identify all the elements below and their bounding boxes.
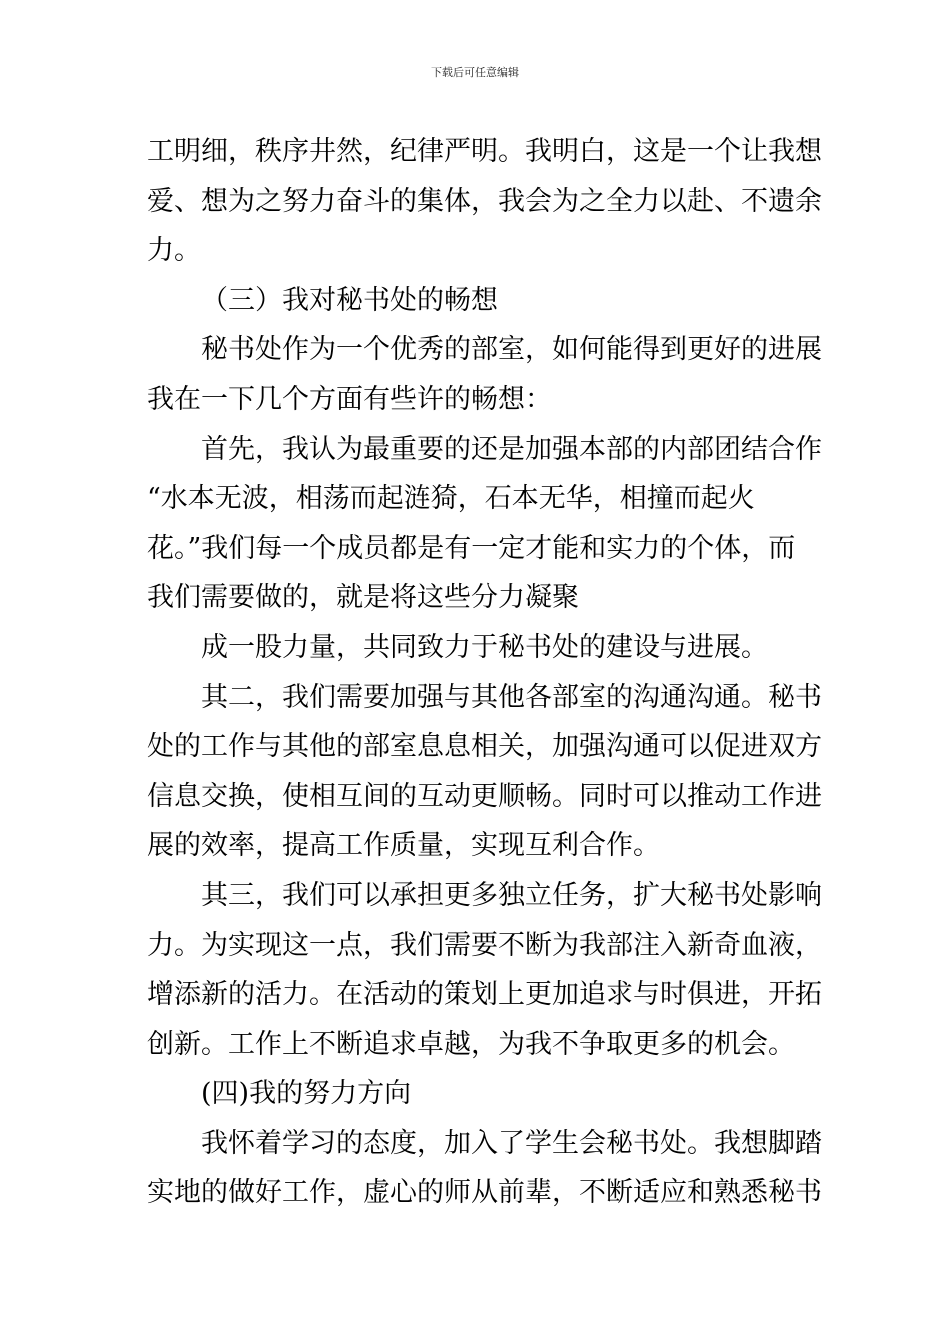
text-line: 增添新的活力。在活动的策划上更加追求与时俱进，开拓 — [147, 979, 822, 1011]
text-line: 信息交换，使相互间的互动更顺畅。同时可以推动工作进 — [147, 780, 822, 812]
page-header: 下载后可任意编辑 — [431, 66, 519, 79]
text-line: 我们需要做的，就是将这些分力凝聚 — [147, 582, 579, 614]
text-line: 花。”我们每一个成员都是有一定才能和实力的个体，而 — [147, 532, 796, 564]
text-line: 工明细，秩序井然，纪律严明。我明白，这是一个让我想 — [147, 136, 822, 167]
paragraph-start-line: 其三，我们可以承担更多独立任务，扩大秘书处影响 — [201, 879, 822, 911]
text-line: 处的工作与其他的部室息息相关，加强沟通可以促进双方 — [147, 731, 822, 763]
text-line: 展的效率，提高工作质量，实现互利合作。 — [147, 830, 660, 862]
text-line: 力。为实现这一点，我们需要不断为我部注入新奇血液， — [147, 929, 822, 961]
text-line: 我在一下几个方面有些许的畅想： — [147, 383, 552, 415]
text-line: “水本无波，相荡而起涟猗，石本无华，相撞而起火 — [147, 483, 755, 515]
text-line: 创新。工作上不断追求卓越，为我不争取更多的机会。 — [147, 1028, 795, 1060]
section-heading: （三）我对秘书处的畅想 — [201, 284, 498, 316]
document-body — [147, 127, 827, 1218]
text-line: 力。 — [147, 235, 201, 267]
section-heading: (四)我的努力方向 — [201, 1078, 412, 1110]
paragraph-start-line: 其二，我们需要加强与其他各部室的沟通沟通。秘书 — [201, 681, 822, 713]
text-line: 爱、想为之努力奋斗的集体，我会为之全力以赴、不遗余 — [147, 185, 822, 217]
paragraph-start-line: 成一股力量，共同致力于秘书处的建设与进展。 — [201, 631, 768, 663]
paragraph-start-line: 首先，我认为最重要的还是加强本部的内部团结合作 — [201, 433, 822, 465]
text-line: 实地的做好工作，虚心的师从前辈，不断适应和熟悉秘书 — [147, 1177, 822, 1209]
paragraph-start-line: 我怀着学习的态度，加入了学生会秘书处。我想脚踏 — [201, 1127, 822, 1159]
paragraph-start-line: 秘书处作为一个优秀的部室，如何能得到更好的进展 — [201, 334, 822, 366]
